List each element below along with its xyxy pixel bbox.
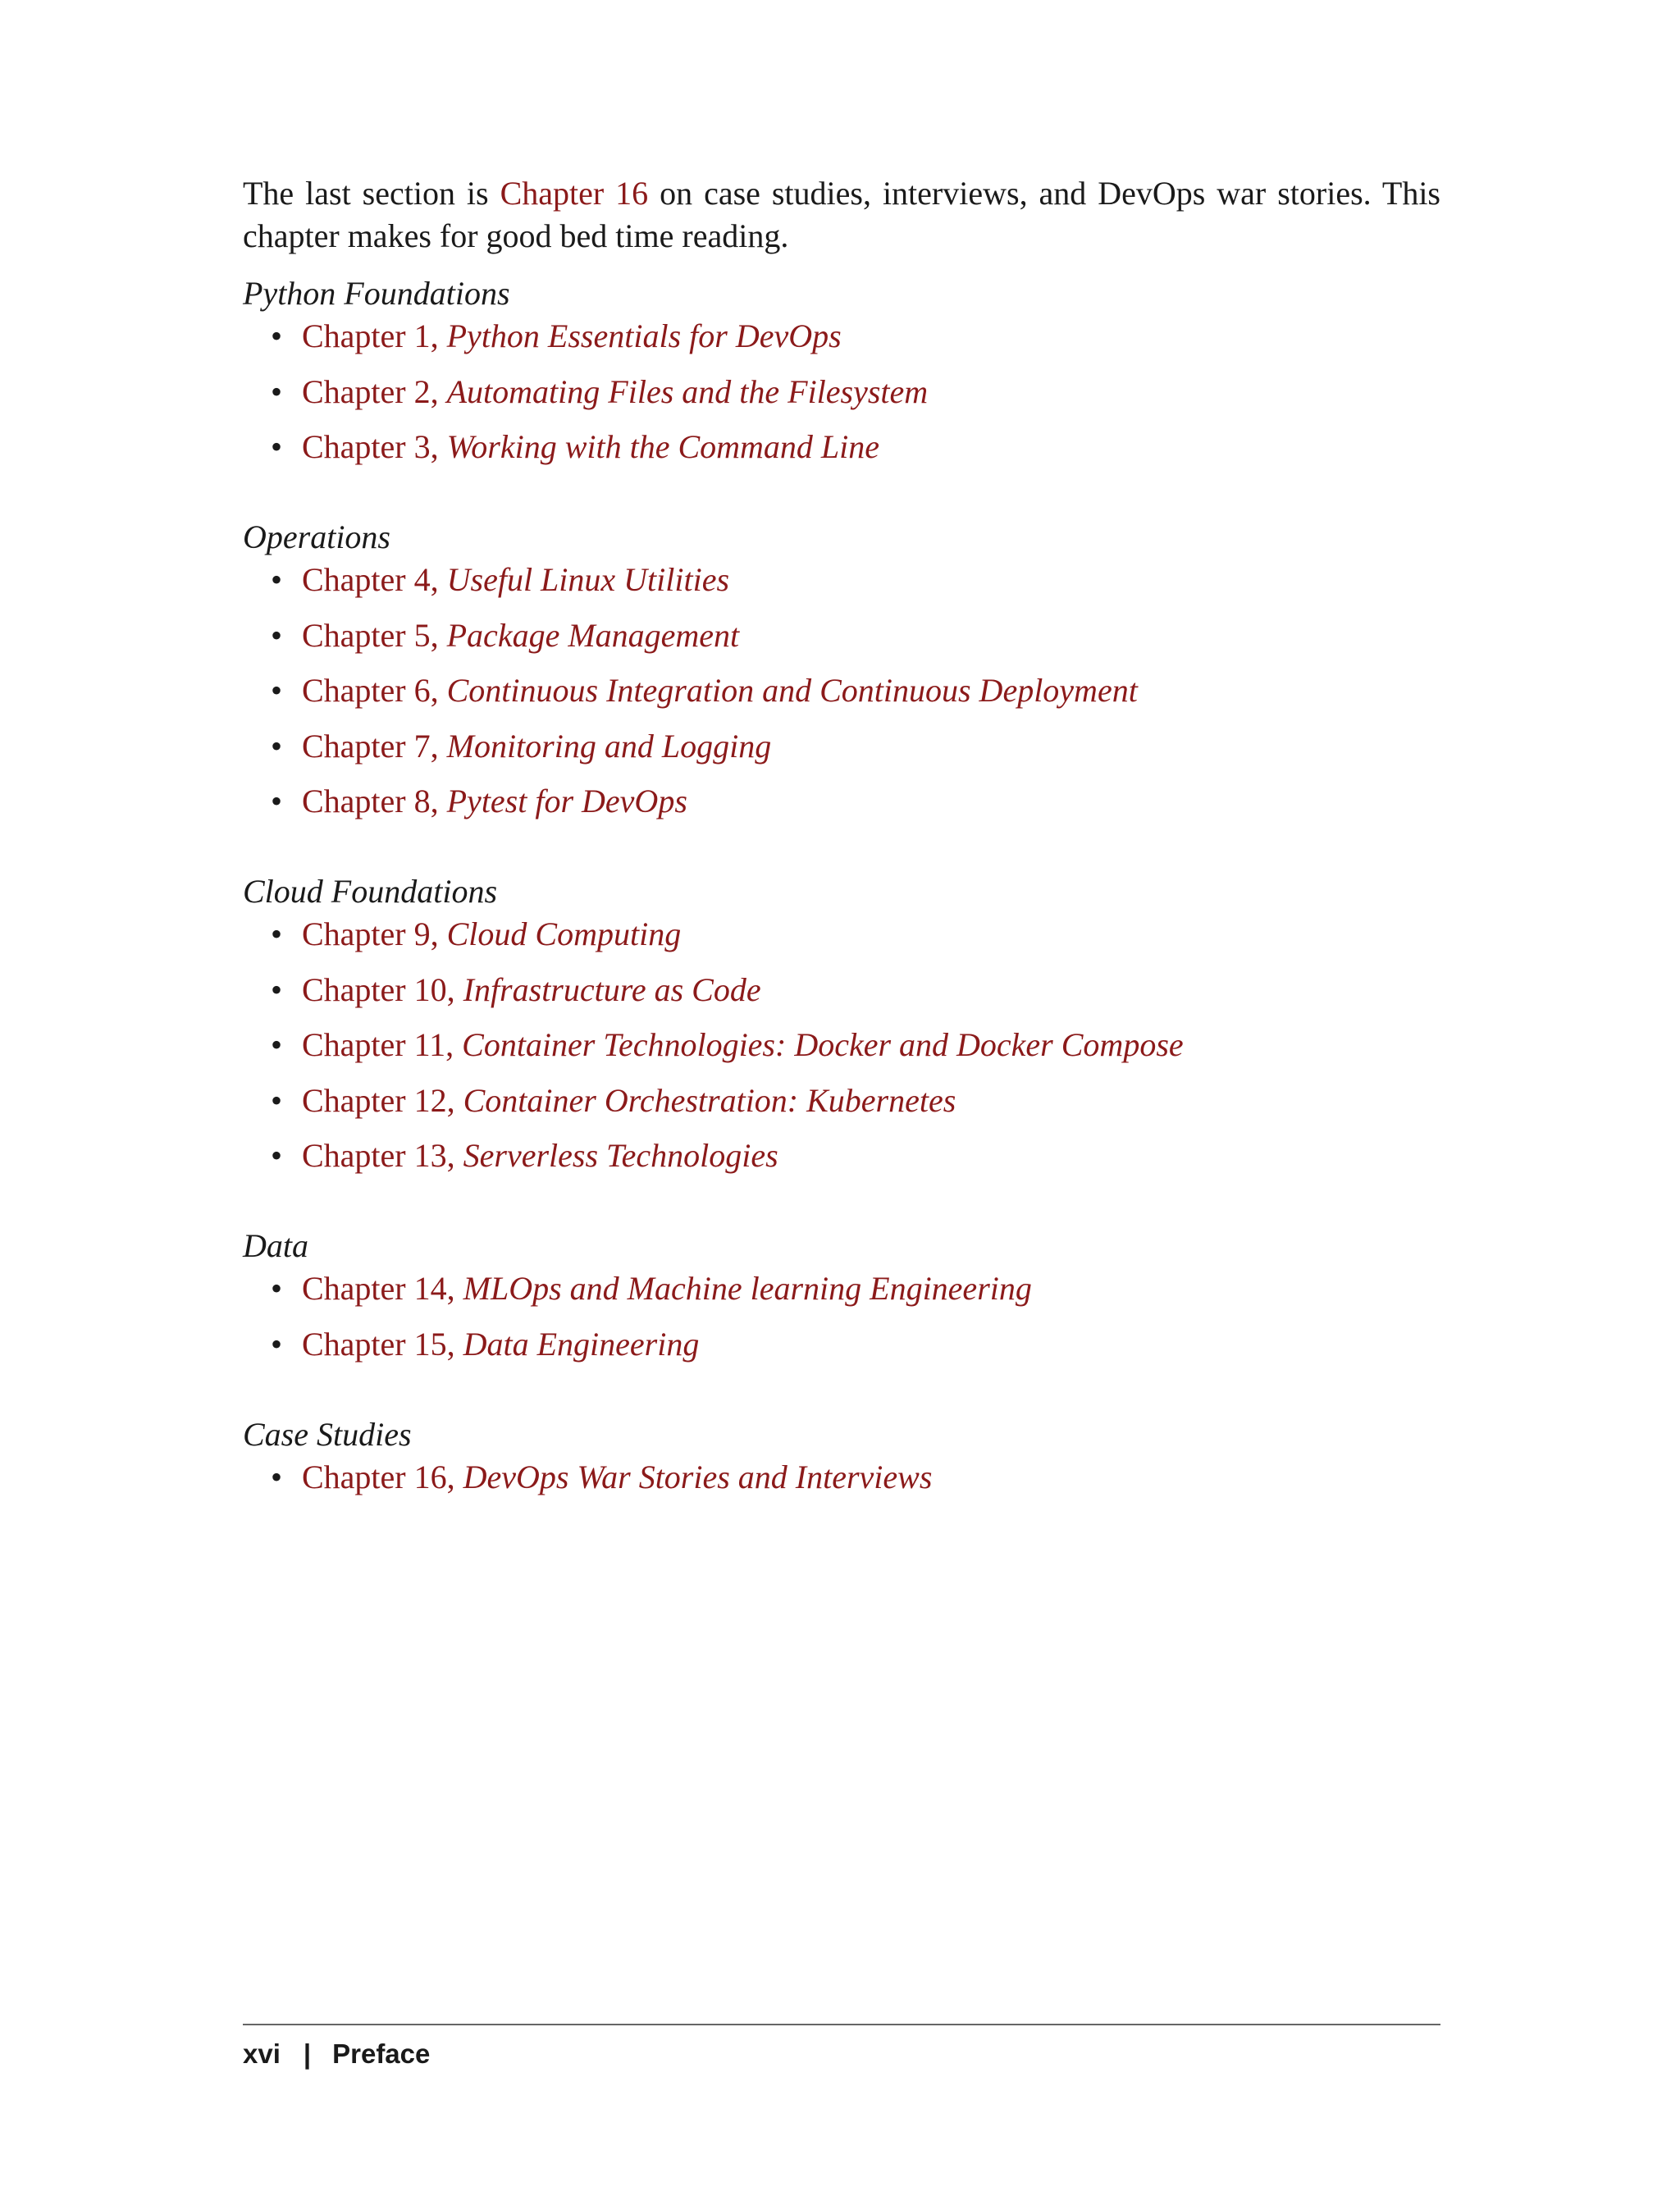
footer-divider (243, 2024, 1440, 2025)
intro-text-after: on case studies, interviews, and DevOps war stories. This chapter makes for good bed time reading. (243, 175, 1440, 254)
chapter-number-link[interactable]: Chapter 1, (302, 317, 439, 354)
chapter-number-link[interactable]: Chapter 13, (302, 1137, 455, 1174)
chapter-title-link[interactable]: Monitoring and Logging (446, 727, 772, 765)
bullet-icon: • (271, 1325, 283, 1363)
page-number: xvi (243, 2038, 281, 2069)
bullet-icon: • (271, 372, 283, 410)
bullet-icon: • (271, 317, 283, 354)
bullet-icon: • (271, 783, 283, 819)
bullet-icon: • (271, 727, 283, 765)
chapter-number-link[interactable]: Chapter 2, (302, 372, 439, 410)
footer-separator: | (303, 2038, 312, 2069)
section-data (243, 1225, 1440, 1366)
chapter-number-link[interactable]: Chapter 3, (302, 428, 439, 465)
section-title: Operations (243, 518, 390, 555)
section-operations (243, 516, 1440, 823)
intro-paragraph (243, 172, 1440, 258)
chapter-title-link[interactable]: Serverless Technologies (463, 1137, 778, 1174)
page-content (243, 172, 1440, 1546)
chapter-number-link[interactable]: Chapter 9, (302, 915, 439, 952)
chapter-number-link[interactable]: Chapter 10, (302, 970, 455, 1008)
chapter-title-link[interactable]: Infrastructure as Code (463, 970, 761, 1008)
page-footer (243, 2036, 430, 2072)
chapter-title-link[interactable]: Data Engineering (463, 1325, 700, 1363)
chapter-number-link[interactable]: Chapter 11, (302, 1026, 454, 1063)
chapter-list-item[interactable] (243, 559, 1440, 601)
chapter-list (243, 1267, 1440, 1366)
chapter-number-link[interactable]: Chapter 8, (302, 783, 439, 819)
chapter-list-item[interactable] (243, 426, 1440, 468)
chapter-title-link[interactable]: Container Orchestration: Kubernetes (463, 1081, 956, 1119)
chapter-list-item[interactable] (243, 371, 1440, 413)
section-title: Data (243, 1227, 308, 1264)
footer-section-name: Preface (332, 2038, 431, 2069)
chapter-list-item[interactable] (243, 669, 1440, 712)
chapter-number-link[interactable]: Chapter 5, (302, 616, 439, 654)
chapter-title-link[interactable]: DevOps War Stories and Interviews (463, 1458, 933, 1495)
section-title: Cloud Foundations (243, 873, 498, 910)
section-title: Case Studies (243, 1415, 412, 1453)
chapter-number-link[interactable]: Chapter 15, (302, 1325, 455, 1363)
chapter-list-item[interactable] (243, 315, 1440, 358)
chapter-list-item[interactable] (243, 614, 1440, 657)
chapter-list-item[interactable] (243, 1456, 1440, 1499)
chapter-list (243, 1456, 1440, 1499)
bullet-icon: • (271, 970, 283, 1008)
chapter-list-item[interactable] (243, 969, 1440, 1011)
bullet-icon: • (271, 616, 283, 654)
chapter-title-link[interactable]: Pytest for DevOps (446, 783, 687, 819)
chapter-number-link[interactable]: Chapter 16, (302, 1458, 455, 1495)
section-case-studies (243, 1413, 1440, 1499)
chapter-number-link[interactable]: Chapter 4, (302, 561, 439, 598)
chapter-list-item[interactable] (243, 1134, 1440, 1177)
bullet-icon: • (271, 1458, 283, 1495)
chapter-list-item[interactable] (243, 1024, 1440, 1066)
chapter-list-item[interactable] (243, 1323, 1440, 1366)
chapter-sections (243, 272, 1440, 1499)
bullet-icon: • (271, 672, 283, 709)
chapter-title-link[interactable]: Automating Files and the Filesystem (446, 372, 929, 410)
bullet-icon: • (271, 1137, 283, 1174)
chapter-title-link[interactable]: Useful Linux Utilities (446, 561, 730, 598)
intro-text-before: The last section is (243, 175, 500, 212)
bullet-icon: • (271, 428, 283, 465)
chapter-list (243, 315, 1440, 468)
chapter-number-link[interactable]: Chapter 6, (302, 672, 439, 709)
chapter-list-item[interactable] (243, 780, 1440, 823)
bullet-icon: • (271, 561, 283, 598)
chapter-list-item[interactable] (243, 1080, 1440, 1122)
chapter-title-link[interactable]: Working with the Command Line (446, 428, 880, 465)
chapter-list (243, 559, 1440, 823)
chapter-number-link[interactable]: Chapter 7, (302, 727, 439, 765)
chapter-title-link[interactable]: MLOps and Machine learning Engineering (463, 1270, 1032, 1307)
section-cloud-foundations (243, 870, 1440, 1177)
chapter-number-link[interactable]: Chapter 14, (302, 1270, 455, 1307)
bullet-icon: • (271, 1026, 283, 1063)
chapter-list-item[interactable] (243, 1267, 1440, 1310)
chapter-list-item[interactable] (243, 725, 1440, 768)
chapter-title-link[interactable]: Container Technologies: Docker and Docker Compose (462, 1026, 1184, 1063)
chapter-title-link[interactable]: Package Management (446, 616, 740, 654)
chapter-title-link[interactable]: Continuous Integration and Continuous Deployment (446, 672, 1138, 709)
section-python-foundations (243, 272, 1440, 468)
bullet-icon: • (271, 915, 283, 952)
bullet-icon: • (271, 1270, 283, 1307)
section-title: Python Foundations (243, 275, 510, 312)
bullet-icon: • (271, 1081, 283, 1119)
chapter-16-link[interactable]: Chapter 16 (500, 175, 649, 212)
chapter-list-item[interactable] (243, 913, 1440, 956)
chapter-number-link[interactable]: Chapter 12, (302, 1081, 455, 1119)
chapter-title-link[interactable]: Python Essentials for DevOps (446, 317, 842, 354)
chapter-title-link[interactable]: Cloud Computing (446, 915, 682, 952)
chapter-list (243, 913, 1440, 1177)
